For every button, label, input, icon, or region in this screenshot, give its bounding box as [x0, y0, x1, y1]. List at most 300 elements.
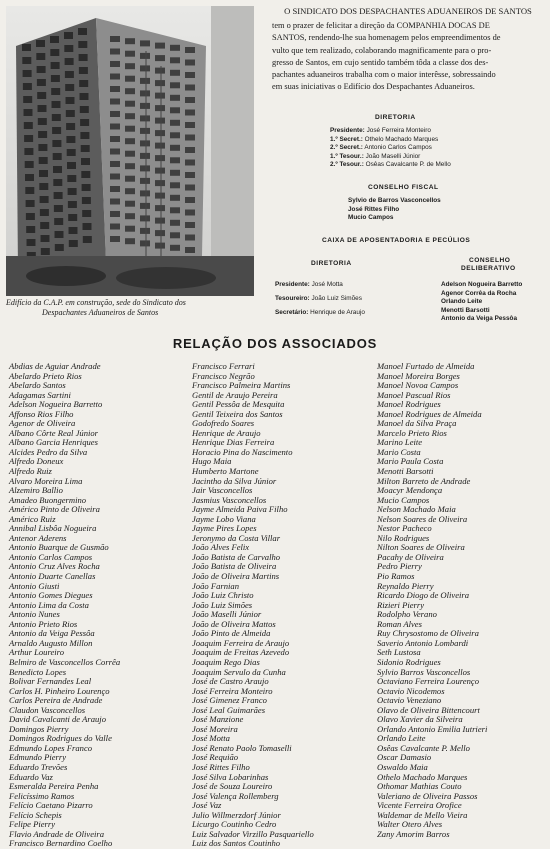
member-name: Arthur Loureiro: [9, 647, 64, 658]
member-name: Olavo Xavier da Silveira: [377, 714, 463, 725]
member-name: Annibal Lisbôa Nogueira: [9, 523, 97, 534]
member-name: Nilo Rodrigues: [377, 532, 430, 543]
window: [170, 70, 180, 76]
member-name: Joaquim Servulo da Cunha: [192, 666, 286, 677]
member-name: Eduardo Trevões: [9, 761, 68, 772]
window: [155, 243, 165, 249]
window: [185, 97, 195, 103]
window: [25, 174, 34, 181]
window: [185, 147, 195, 153]
window: [140, 90, 150, 96]
window: [40, 196, 49, 203]
window: [170, 220, 180, 226]
member-name: José Requião: [192, 752, 239, 763]
window: [170, 182, 180, 188]
intro-line: tem o prazer de felicitar a direção da COMPANHIA DOCAS DE: [272, 21, 490, 31]
window: [155, 130, 165, 136]
window: [39, 183, 48, 190]
window: [37, 92, 46, 99]
window: [140, 240, 150, 246]
member-name: Antonio Duarte Canellas: [9, 571, 96, 582]
diretoria-row: [330, 161, 451, 169]
window: [81, 171, 90, 178]
window: [110, 61, 120, 67]
diretoria-row: [330, 127, 431, 135]
building-photo: [6, 6, 254, 296]
member-name: Abelardo Santos: [9, 380, 66, 391]
window: [140, 203, 150, 209]
intro-line: SANTOS, rendendo-lhe sua homenagem pelos empreendimentos de: [272, 33, 501, 43]
window: [155, 230, 165, 236]
diretoria-row: [330, 136, 438, 144]
window: [52, 127, 61, 134]
member-name: Marino Leite: [377, 437, 423, 448]
member-name: Gentil de Araujo Pereira: [192, 389, 278, 400]
member-name: Domingos Pierry: [9, 723, 69, 734]
member-name: José Valença Rollemberg: [192, 790, 279, 801]
window: [80, 93, 89, 100]
associados-column-2: [192, 362, 314, 849]
window: [110, 124, 120, 130]
window: [125, 113, 135, 119]
window: [110, 36, 120, 42]
member-name: Carlos H. Pinheiro Lourenço: [9, 685, 110, 696]
window: [170, 232, 180, 238]
member-name: Nestor Pacheco: [377, 523, 432, 534]
conselho-member: Agenor Corrêa da Rocha: [441, 289, 517, 297]
member-name: José de Castro Araujo: [192, 676, 269, 687]
member-name: Marcelo Prieto Rios: [377, 427, 447, 438]
window: [140, 103, 150, 109]
window: [23, 70, 32, 77]
window: [140, 53, 150, 59]
member-name: Manoel Pascual Rios: [377, 389, 451, 400]
window: [55, 244, 64, 251]
member-name: Manoel da Silva Praça: [377, 418, 457, 429]
window: [51, 62, 60, 69]
role-label: Presidente:: [330, 127, 365, 134]
window: [140, 190, 150, 196]
conselho-member: Antonio da Veiga Pessôa: [441, 315, 517, 322]
member-name: Jair Vasconcellos: [192, 485, 253, 496]
window: [155, 93, 165, 99]
window: [64, 45, 73, 52]
window: [140, 78, 150, 84]
window: [22, 44, 31, 51]
member-name: Julio Willmerzdorf Júnior: [192, 809, 281, 820]
member-name: Francisco Negrão: [192, 370, 255, 381]
window: [110, 161, 120, 167]
window: [140, 215, 150, 221]
member-name: Mario Paula Costa: [377, 456, 444, 467]
caixa-heading: CAIXA DE APOSENTADORIA E PECÚLIOS: [322, 237, 471, 244]
window: [125, 201, 135, 207]
member-name: Valeriano de Oliveira Passos: [377, 790, 478, 801]
intro-line: pachantes aduaneiros trabalha com o maior interêsse, sobressaindo: [272, 70, 496, 80]
window: [110, 136, 120, 142]
window: [67, 162, 76, 169]
member-name: Felício Schepis: [9, 809, 62, 820]
window: [185, 185, 195, 191]
member-name: José Leal Guimarães: [192, 704, 266, 715]
member-name: Pacahy de Oliveira: [377, 551, 444, 562]
window: [170, 195, 180, 201]
window: [80, 106, 89, 113]
window: [170, 132, 180, 138]
member-name: Ricardo Diogo de Oliveira: [377, 590, 470, 601]
window: [78, 41, 87, 48]
member-name: Claudon Vasconcellos: [9, 704, 86, 715]
window: [27, 239, 36, 246]
member-name: Octavio Nicodemos: [377, 685, 445, 696]
window: [40, 222, 49, 229]
window: [26, 226, 35, 233]
fiscal-member: Mucio Campos: [348, 214, 394, 221]
window: [185, 85, 195, 91]
member-name: Rodolpho Verano: [377, 609, 437, 620]
window: [82, 210, 91, 217]
building-illustration: [6, 6, 254, 296]
window: [53, 166, 62, 173]
window: [125, 51, 135, 57]
window: [24, 148, 33, 155]
member-name: João Batista de Carvalho: [192, 551, 281, 562]
member-name: Manoel Rodrigues: [377, 399, 441, 410]
member-name: Osêas Cavalcante P. Mello: [377, 742, 470, 753]
member-name: João Maselli Júnior: [365, 152, 421, 160]
member-name: Bolivar Fernandes Leal: [9, 676, 92, 687]
member-name: Luiz dos Santos Coutinho: [192, 838, 281, 849]
window: [170, 95, 180, 101]
window: [125, 151, 135, 157]
window: [155, 205, 165, 211]
member-name: Arnaldo Augusto Millon: [9, 637, 93, 648]
member-name: Edmundo Lopes Franco: [9, 742, 93, 753]
member-name: Antonio Gomes Diegues: [9, 590, 93, 601]
window: [78, 28, 87, 35]
member-name: Rizieri Pierry: [377, 599, 425, 610]
member-name: Milton Barreto de Andrade: [377, 475, 471, 486]
member-name: Moacyr Mendonça: [377, 485, 443, 496]
window: [52, 101, 61, 108]
member-name: José Rittes Filho: [192, 761, 250, 772]
diretoria-row: [330, 144, 432, 152]
member-name: Othomar Mathias Couto: [377, 781, 462, 792]
member-name: Antonio Carlos Campos: [364, 144, 432, 151]
fiscal-member: José Rittes Filho: [348, 205, 400, 213]
member-name: Felipe Pierry: [9, 819, 56, 830]
member-name: João Pinto de Almeida: [192, 628, 271, 639]
member-name: Antonio Carlos Campos: [9, 551, 93, 562]
intro-paragraph: [272, 5, 544, 93]
window: [79, 67, 88, 74]
window: [68, 188, 77, 195]
member-name: Domingos Rodrigues do Valle: [9, 733, 112, 744]
window: [51, 88, 60, 95]
member-name: Sylvio Barros Vasconcellos: [377, 666, 471, 677]
member-name: Carlos Pereira de Andrade: [9, 695, 103, 706]
window: [155, 80, 165, 86]
member-name: José Manzione: [192, 714, 244, 725]
member-name: Reynaldo Pierry: [377, 580, 434, 591]
member-name: Roman Alves: [377, 618, 422, 629]
window: [83, 236, 92, 243]
associados-column-1: [9, 362, 120, 849]
member-name: Américo Pinto de Oliveira: [9, 504, 100, 515]
member-name: Osêas Cavalcante P. de Mello: [365, 161, 451, 168]
member-name: Amadeo Buongermino: [9, 494, 87, 505]
member-name: Alfredo Doneux: [9, 456, 64, 467]
window: [69, 227, 78, 234]
window: [155, 68, 165, 74]
member-name: Mario Costa: [377, 446, 421, 457]
window: [36, 53, 45, 60]
member-name: Joaquim Rego Dias: [192, 656, 260, 667]
member-name: Nelson Soares de Oliveira: [377, 513, 468, 524]
member-name: João de Oliveira Martins: [192, 571, 280, 582]
member-name: José Moreira: [192, 723, 238, 734]
window: [81, 158, 90, 165]
window: [185, 135, 195, 141]
member-name: José Renato Paolo Tomaselli: [192, 742, 292, 753]
window: [54, 192, 63, 199]
window: [155, 105, 165, 111]
window: [185, 122, 195, 128]
role-label: 1.º Secret.:: [330, 135, 363, 143]
window: [64, 32, 73, 39]
member-name: Antonio Cruz Alves Rocha: [9, 561, 100, 572]
member-name: Waldemar de Mello Vieira: [377, 809, 468, 820]
member-name: Antonio Prieto Rios: [9, 618, 78, 629]
member-name: Agenor de Oliveira: [9, 418, 76, 429]
window: [170, 170, 180, 176]
member-name: Ruy Chrysostomo de Oliveira: [377, 628, 479, 639]
window: [140, 40, 150, 46]
window: [68, 201, 77, 208]
window: [55, 231, 64, 238]
window: [66, 110, 75, 117]
member-name: Alvaro Moreira Lima: [9, 475, 83, 486]
window: [140, 140, 150, 146]
window: [110, 236, 120, 242]
window: [38, 144, 47, 151]
caixa-row: [275, 281, 343, 289]
window: [50, 36, 59, 43]
window: [22, 57, 31, 64]
member-name: Francisco Bernardino Coelho: [9, 838, 113, 849]
window: [170, 120, 180, 126]
member-name: Albano Côrte Real Júnior: [9, 427, 99, 438]
window: [155, 218, 165, 224]
member-name: Sidonio Rodrigues: [377, 656, 441, 667]
member-name: João Farnian: [192, 580, 240, 591]
window: [125, 126, 135, 132]
window: [110, 86, 120, 92]
role-label: 2.º Secret.:: [330, 144, 363, 151]
caption-line: Despachantes Aduaneiros de Santos: [42, 308, 159, 317]
member-name: João Luiz Christo: [192, 590, 254, 601]
member-name: Alzemiro Ballio: [9, 485, 63, 496]
member-name: Mucio Campos: [377, 494, 430, 505]
window: [51, 75, 60, 82]
window: [67, 149, 76, 156]
role-label: 1.º Tesour.:: [330, 152, 364, 160]
window: [23, 83, 32, 90]
window: [68, 214, 77, 221]
member-name: Orlando Antonio Emilia Iutrieri: [377, 723, 488, 734]
window: [79, 80, 88, 87]
window: [79, 54, 88, 61]
window: [185, 235, 195, 241]
member-name: David Cavalcanti de Araujo: [9, 714, 106, 725]
diretoria-heading: DIRETORIA: [375, 114, 416, 121]
window: [185, 110, 195, 116]
member-name: Nilton Soares de Oliveira: [377, 542, 465, 553]
window: [170, 82, 180, 88]
intro-line: em suas iniciativas o Edifício dos Despachantes Aduaneiros.: [272, 82, 475, 92]
member-name: Henrique Dias Ferreira: [192, 437, 275, 448]
member-name: Gentil Pessôa de Mesquita: [192, 399, 285, 410]
member-name: Vicente Ferreira Orofice: [377, 800, 462, 811]
member-name: Antonio Buarque de Gusmão: [9, 542, 109, 553]
window: [37, 66, 46, 73]
member-name: Manoel Rodrigues de Almeida: [377, 408, 482, 419]
window: [54, 205, 63, 212]
member-name: Felício Caetano Pizarro: [9, 800, 93, 811]
window: [80, 119, 89, 126]
member-name: José de Souza Loureiro: [192, 781, 273, 792]
window: [125, 88, 135, 94]
window: [81, 145, 90, 152]
member-name: Pedro Pierry: [377, 561, 422, 572]
member-name: Alfredo Ruiz: [9, 466, 52, 477]
window: [66, 136, 75, 143]
member-name: Alcides Pedro da Silva: [9, 446, 88, 457]
window: [82, 197, 91, 204]
member-name: Othelo Machado Marques: [364, 135, 439, 143]
window: [110, 186, 120, 192]
window: [110, 174, 120, 180]
member-name: Belmiro de Vasconcellos Corrêa: [9, 656, 121, 667]
window: [23, 96, 32, 103]
window: [170, 157, 180, 163]
member-name: José Motta: [311, 281, 343, 288]
role-label: 2.º Tesour.:: [330, 161, 364, 168]
window: [125, 63, 135, 69]
window: [110, 74, 120, 80]
window: [155, 193, 165, 199]
member-name: Eduardo Vaz: [9, 771, 53, 782]
window: [50, 49, 59, 56]
member-name: Saverio Antonio Lombardi: [377, 637, 469, 648]
member-name: José Silva Lobarinhas: [192, 771, 269, 782]
window: [67, 175, 76, 182]
window: [39, 170, 48, 177]
window: [110, 49, 120, 55]
member-name: Henrique de Araujo: [310, 309, 365, 316]
member-name: Antonio Nunes: [9, 609, 60, 620]
window: [140, 65, 150, 71]
member-name: Manoel Moreira Borges: [377, 370, 460, 381]
window: [155, 43, 165, 49]
window: [155, 180, 165, 186]
member-name: Godofredo Soares: [192, 418, 255, 429]
member-name: Gentil Teixeira dos Santos: [192, 408, 283, 419]
member-name: Orlando Leite: [377, 733, 426, 744]
member-name: Felicíssimo Ramos: [9, 790, 75, 801]
member-name: Manoel Furtado de Almeida: [377, 361, 475, 371]
member-name: Pio Ramos: [377, 571, 415, 582]
member-name: João de Oliveira Mattos: [192, 618, 276, 629]
caixa-row: [275, 309, 365, 317]
member-name: Jayme Pires Lopes: [192, 523, 257, 534]
member-name: José Vaz: [192, 800, 222, 811]
member-name: Othelo Machado Marques: [377, 771, 468, 782]
window: [83, 223, 92, 230]
window: [40, 209, 49, 216]
window: [53, 153, 62, 160]
member-name: Américo Ruiz: [9, 513, 56, 524]
member-name: João Batista de Oliveira: [192, 561, 277, 572]
member-name: Zany Amorim Barros: [377, 828, 450, 839]
window: [110, 99, 120, 105]
window: [37, 79, 46, 86]
window: [125, 176, 135, 182]
associados-column-3: [377, 362, 487, 839]
window: [185, 197, 195, 203]
member-name: Jayme Lobo Viana: [192, 513, 256, 524]
caixa-row: [275, 295, 362, 303]
member-name: Affonso Rios Filho: [9, 408, 74, 419]
window: [38, 105, 47, 112]
member-name: Adelson Nogueira Barretto: [9, 399, 103, 410]
window: [170, 107, 180, 113]
window: [170, 207, 180, 213]
window: [140, 228, 150, 234]
member-name: Luiz Salvador Virzillo Pasquariello: [192, 828, 314, 839]
window: [26, 200, 35, 207]
member-name: Francisco Ferrari: [192, 361, 255, 371]
window: [82, 184, 91, 191]
member-name: João Luiz Simões: [311, 295, 362, 302]
conselho-member: Orlando Leite: [441, 298, 483, 305]
window: [65, 58, 74, 65]
window: [155, 143, 165, 149]
member-name: João Maselli Júnior: [192, 609, 262, 620]
window: [170, 145, 180, 151]
role-label: Presidente:: [275, 281, 310, 288]
member-name: Jeronymo da Costa Villar: [192, 532, 281, 543]
member-name: Humberto Martone: [192, 466, 259, 477]
window: [41, 248, 50, 255]
member-name: Abelardo Prieto Rios: [9, 370, 82, 381]
window: [185, 247, 195, 253]
member-name: Antonio Giusti: [9, 580, 60, 591]
window: [38, 131, 47, 138]
member-name: Licurgo Coutinho Cedro: [192, 819, 277, 830]
window: [24, 122, 33, 129]
window: [125, 226, 135, 232]
role-label: Secretário:: [275, 309, 309, 316]
member-name: Horacio Pina do Nascimento: [192, 446, 293, 457]
member-name: Flavio Andrade de Oliveira: [9, 828, 105, 839]
window: [69, 240, 78, 247]
window: [41, 235, 50, 242]
window: [66, 123, 75, 130]
member-name: Antonio Lima da Costa: [9, 599, 89, 610]
window: [185, 72, 195, 78]
member-name: Benedicto Lopes: [9, 666, 67, 677]
